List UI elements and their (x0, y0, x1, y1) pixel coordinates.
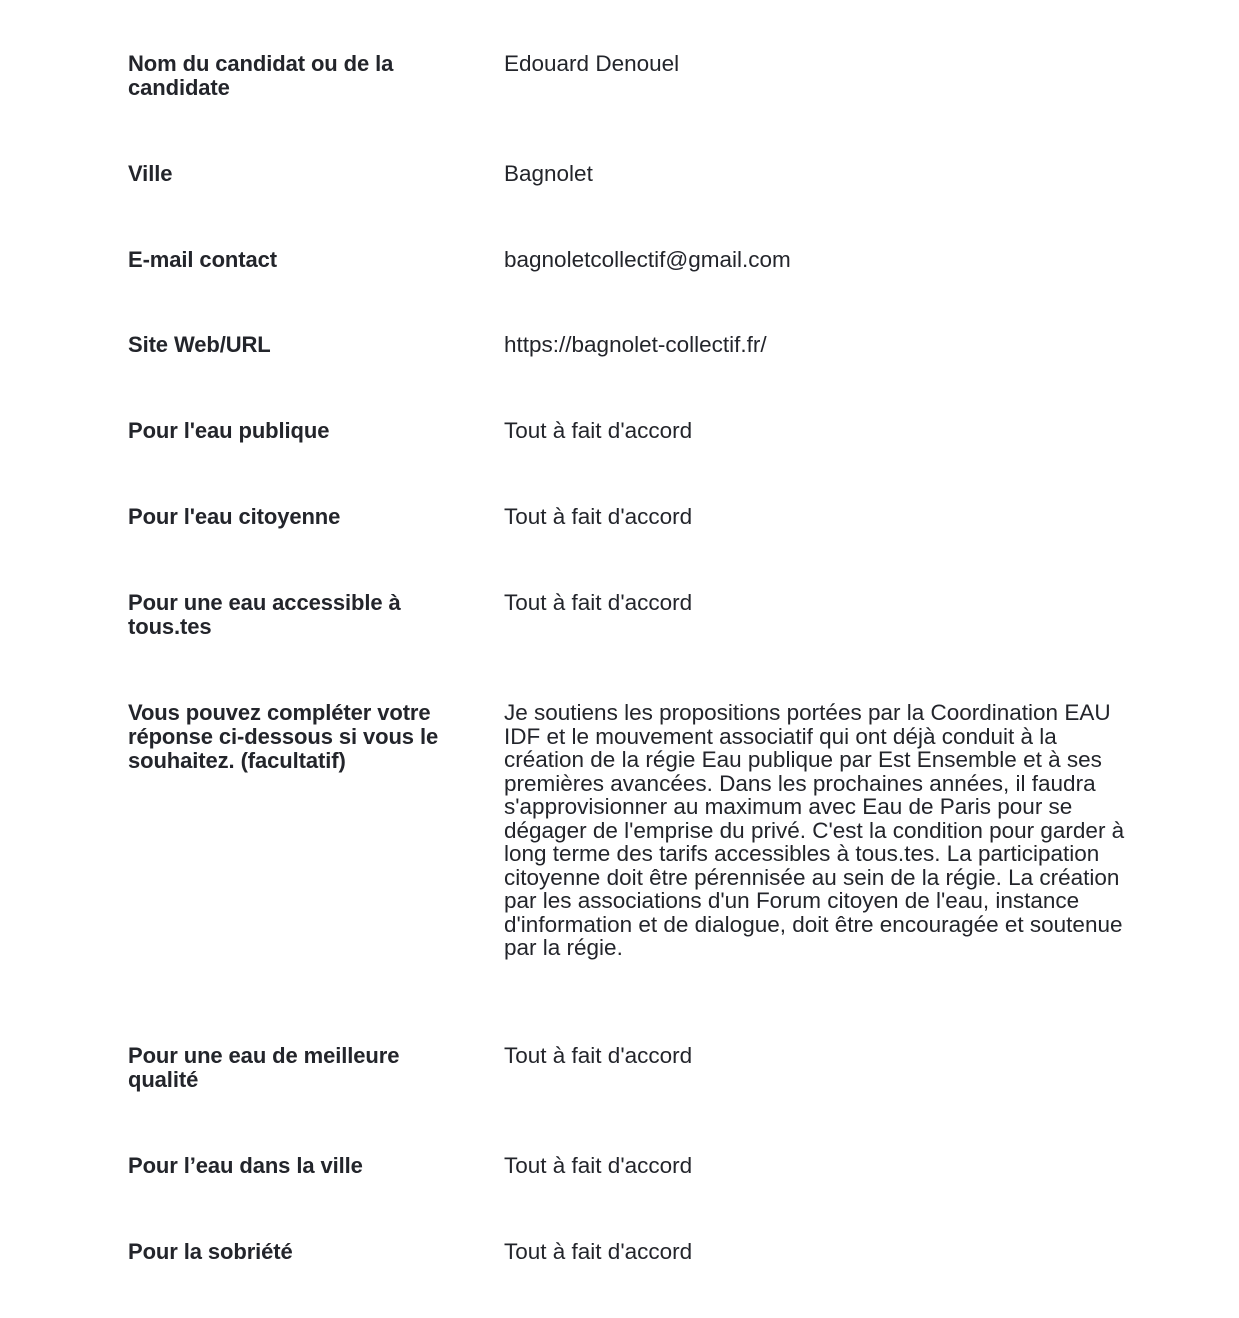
field-row-candidate-name (128, 52, 1128, 100)
field-label: Pour la sobriété (128, 1239, 293, 1264)
field-value-city: Bagnolet (504, 161, 593, 186)
field-value-accessible-water: Tout à fait d'accord (504, 590, 693, 615)
field-row-additional-comment (128, 701, 1128, 960)
field-label: Site Web/URL (128, 332, 271, 357)
field-label: E-mail contact (128, 247, 277, 272)
field-label: Pour une eau accessible à tous.tes (128, 590, 401, 639)
field-value-email: bagnoletcollectif@gmail.com (504, 247, 791, 272)
field-row-citizen-water (128, 505, 1128, 529)
field-row-water-quality (128, 1044, 1128, 1092)
field-row-city (128, 162, 1128, 186)
field-label: Pour l'eau citoyenne (128, 504, 341, 529)
field-row-sobriety (128, 1240, 1128, 1264)
field-row-water-in-city (128, 1154, 1128, 1178)
field-value-water-in-city: Tout à fait d'accord (504, 1153, 693, 1178)
field-label: Pour l’eau dans la ville (128, 1153, 363, 1178)
field-label: Pour une eau de meilleure qualité (128, 1043, 400, 1092)
field-value-citizen-water: Tout à fait d'accord (504, 504, 693, 529)
field-value-additional-comment: Je soutiens les propositions portées par la Coordination EAU IDF et le mouvement associatif qui ont déjà conduit à la création de la régie Eau publique par Est Ensemble et à ses premières avancées. Dans les prochaines années, il faudra s'approvisionner au maximum avec Eau de Paris pour se dégager de l'emprise du privé. C'est la condition pour garder à long terme des tarifs accessibles à tous.tes. La participation citoyenne doit être pérennisée au sein de la régie. La création par les associations d'un Forum citoyen de l'eau, instance d'information et de dialogue, doit être encouragée et soutenue par la régie. (504, 700, 1125, 960)
field-value-sobriety: Tout à fait d'accord (504, 1239, 693, 1264)
field-value-public-water: Tout à fait d'accord (504, 418, 693, 443)
field-label: Ville (128, 161, 173, 186)
field-value-candidate-name: Edouard Denouel (504, 51, 680, 76)
field-row-email (128, 248, 1128, 272)
field-value-water-quality: Tout à fait d'accord (504, 1043, 693, 1068)
field-row-public-water (128, 419, 1128, 443)
field-label: Vous pouvez compléter votre réponse ci-dessous si vous le souhaitez. (facultatif) (128, 700, 439, 773)
field-row-website (128, 333, 1128, 357)
field-row-accessible-water (128, 591, 1128, 639)
field-label: Nom du candidat ou de la candidate (128, 51, 394, 100)
field-value-website: https://bagnolet-collectif.fr/ (504, 332, 767, 357)
field-label: Pour l'eau publique (128, 418, 330, 443)
